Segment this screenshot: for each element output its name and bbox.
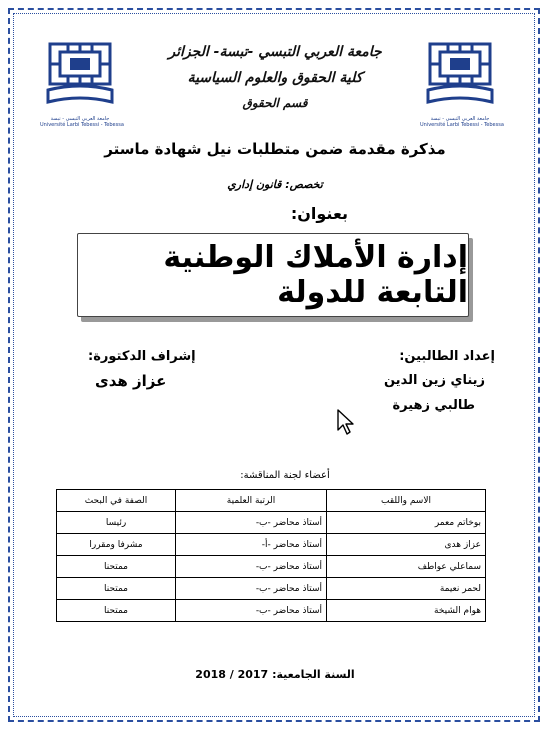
university-logo-right xyxy=(420,38,504,130)
column-header: الصفة في البحث xyxy=(57,490,176,512)
table-row xyxy=(57,512,486,534)
member-rank: أستاذ محاضر -أ- xyxy=(176,534,327,556)
member-role: ممتحنا xyxy=(57,578,176,600)
student-name: زيناي زين الدين xyxy=(383,373,485,388)
member-name: هوام الشيخة xyxy=(327,600,486,622)
member-rank: أستاذ محاضر -ب- xyxy=(176,600,327,622)
title-box xyxy=(77,233,469,317)
title-intro: بعنوان: xyxy=(290,204,348,223)
preparation-label: إعداد الطالبين: xyxy=(399,349,495,364)
academic-year-label: السنة الجامعية: xyxy=(272,668,355,681)
supervisor-name: عزاز هدى xyxy=(95,372,167,390)
specialty: تخصص: قانون إداري xyxy=(227,178,323,191)
member-name: لحمر نعيمة xyxy=(327,578,486,600)
logo-caption-fr: Université Larbi Tebessi - Tebessa xyxy=(40,122,124,128)
member-name: سماعلي عواطف xyxy=(327,556,486,578)
member-name: بوخاتم معمر xyxy=(327,512,486,534)
member-role: مشرفا ومقررا xyxy=(57,534,176,556)
logo-caption-ar: جامعة العربي التبسي - تبسة xyxy=(430,116,490,122)
column-header: الرتبة العلمية xyxy=(176,490,327,512)
table-row xyxy=(57,556,486,578)
thesis-title: إدارة الأملاك الوطنية التابعة للدولة xyxy=(163,240,468,310)
member-rank: أستاذ محاضر -ب- xyxy=(176,512,327,534)
university-logo-icon xyxy=(420,38,500,116)
member-role: رئيسا xyxy=(57,512,176,534)
faculty-name: كلية الحقوق والعلوم السياسية xyxy=(187,70,363,86)
column-header: الاسم واللقب xyxy=(327,490,486,512)
table-row xyxy=(57,600,486,622)
university-name: جامعة العربي التبسي -تبسة- الجزائر xyxy=(168,44,382,60)
table-row xyxy=(57,578,486,600)
member-rank: أستاذ محاضر -ب- xyxy=(176,578,327,600)
mouse-pointer-icon xyxy=(336,408,356,436)
thesis-line: مذكرة مقدمة ضمن متطلبات نيل شهادة ماستر xyxy=(104,140,446,158)
logo-caption-ar: جامعة العربي التبسي - تبسة xyxy=(50,116,110,122)
university-logo-icon xyxy=(40,38,120,116)
university-logo-left xyxy=(40,38,124,130)
table-header-row xyxy=(57,490,486,512)
committee-label: أعضاء لجنة المناقشة: xyxy=(240,470,330,481)
committee-table xyxy=(56,489,486,622)
table-row xyxy=(57,534,486,556)
department-name: قسم الحقوق xyxy=(242,96,308,110)
member-role: ممتحنا xyxy=(57,556,176,578)
student-name: طالبي زهيرة xyxy=(392,398,475,413)
supervision-label: إشراف الدكتورة: xyxy=(88,349,196,364)
logo-caption-fr: Université Larbi Tebessi - Tebessa xyxy=(420,122,504,128)
member-rank: أستاذ محاضر -ب- xyxy=(176,556,327,578)
member-role: ممتحنا xyxy=(57,600,176,622)
member-name: عزاز هدى xyxy=(327,534,486,556)
academic-year xyxy=(150,668,400,681)
academic-year-value: 2018 / 2017 xyxy=(195,668,269,681)
